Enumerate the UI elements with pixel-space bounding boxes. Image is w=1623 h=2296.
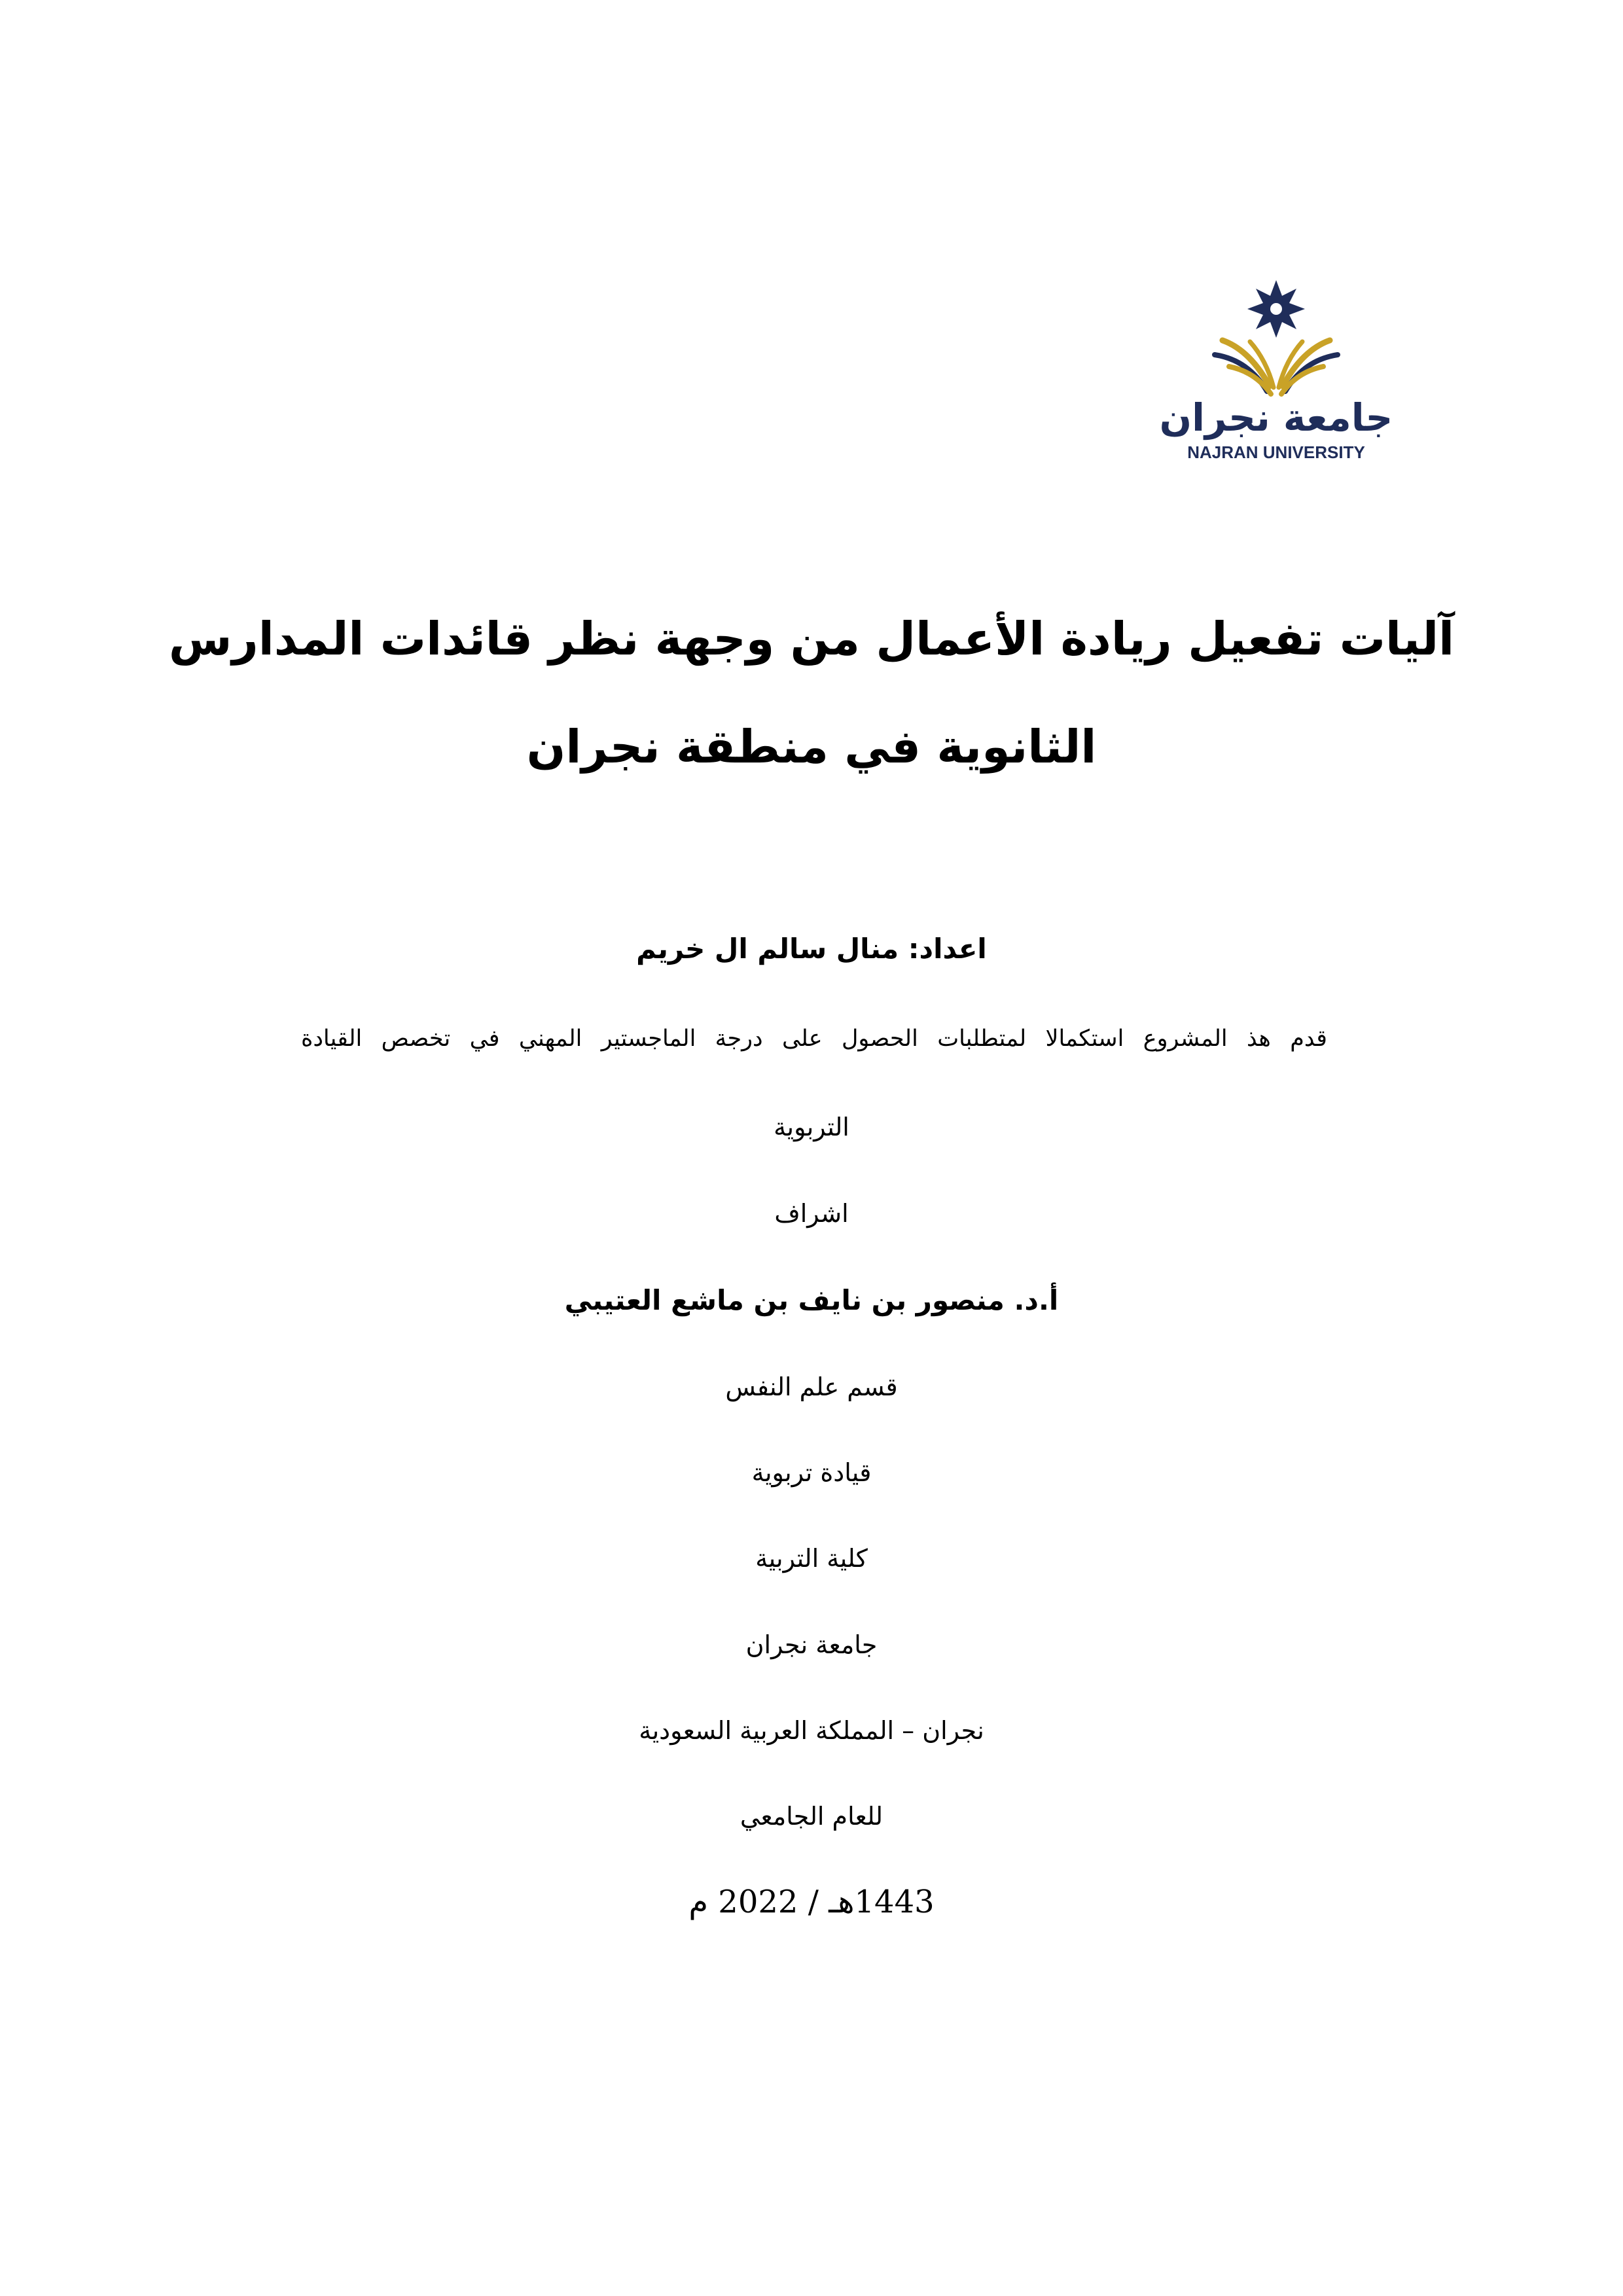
logo-arabic-name: جامعة نجران [1159, 395, 1393, 440]
department: قسم علم النفس [725, 1372, 898, 1401]
specialization: قيادة تربوية [751, 1458, 872, 1487]
logo-star-icon [1247, 280, 1305, 338]
author-line: اعداد: منال سالم ال خريم [636, 933, 987, 965]
submission-statement-line-2: التربوية [774, 1113, 849, 1141]
supervision-label: اشراف [774, 1199, 849, 1228]
university-logo [1152, 268, 1400, 465]
submission-statement-line-1: قدم هذ المشروع استكمالا لمتطلبات الحصول على درجة الماجستير المهني في تخصص القيادة [301, 1026, 1327, 1052]
academic-year-label: للعام الجامعي [740, 1802, 883, 1831]
supervisor-name: أ.د. منصور بن نايف بن ماشع العتيبي [564, 1284, 1059, 1316]
year: 1443هـ / 2022 م [688, 1884, 935, 1920]
university-name: جامعة نجران [745, 1630, 878, 1659]
logo-sheaf-icon [1215, 340, 1338, 394]
logo-english-name: NAJRAN UNIVERSITY [1187, 442, 1365, 462]
location: نجران – المملكة العربية السعودية [639, 1716, 984, 1745]
college: كلية التربية [755, 1544, 868, 1573]
thesis-title-line-2: الثانوية في منطقة نجران [526, 720, 1097, 774]
thesis-title-line-1: آليات تفعيل ريادة الأعمال من وجهة نظر قائدات المدارس [168, 612, 1455, 666]
